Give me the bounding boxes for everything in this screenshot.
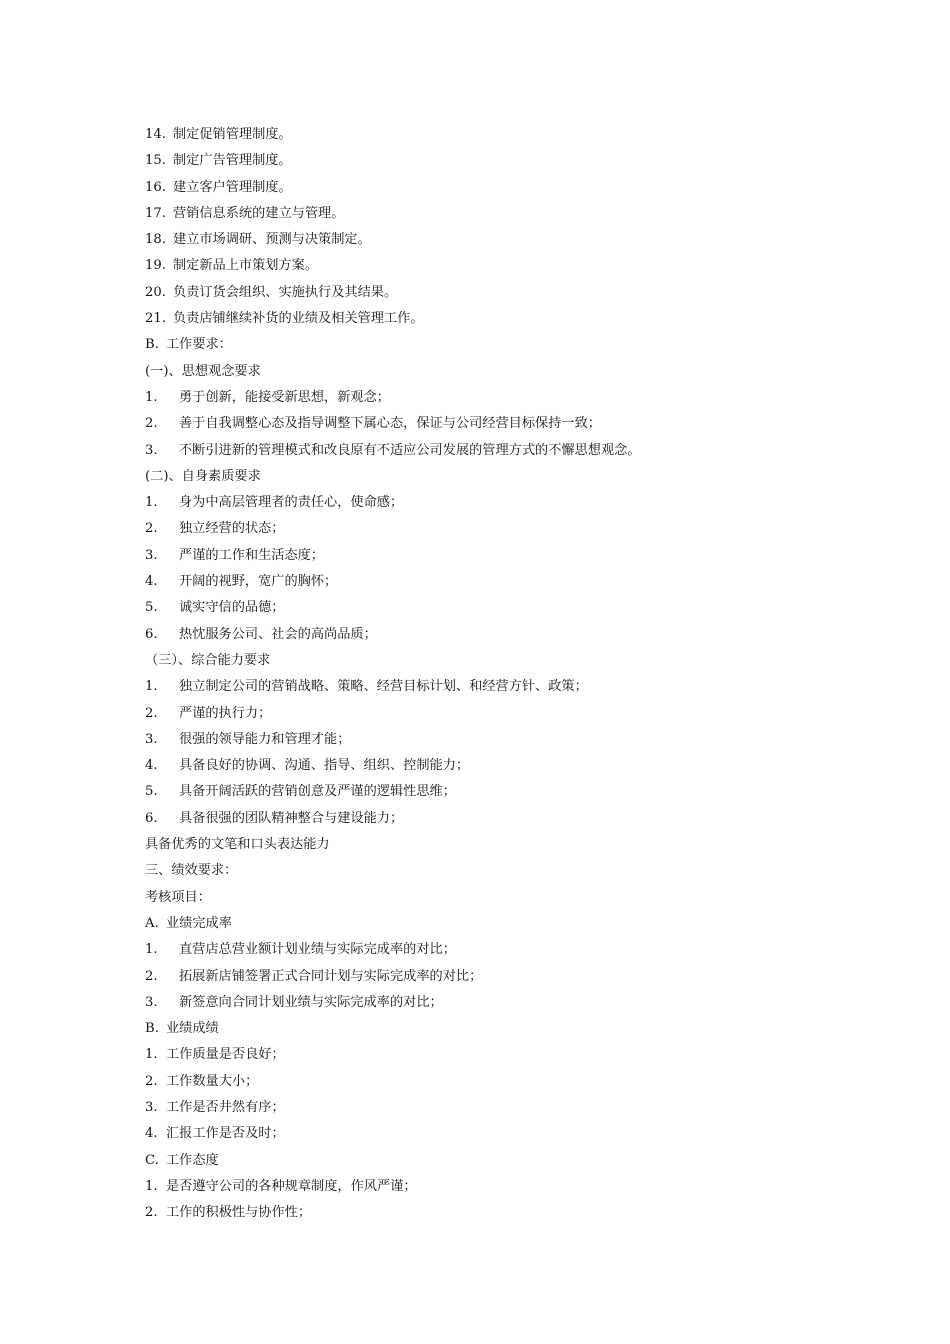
section-heading [145, 1148, 845, 1174]
list-item [145, 806, 845, 832]
item-number: 2. [145, 968, 158, 984]
item-number: 21. [145, 311, 166, 327]
item-number: 6. [145, 810, 158, 826]
item-text: 工作的积极性与协作性； [166, 1205, 312, 1221]
list-item [145, 1200, 845, 1226]
section-letter: B. [145, 337, 159, 353]
item-number: 4. [145, 574, 158, 590]
item-number: 1. [145, 679, 158, 695]
item-text: 独立制定公司的营销战略、策略、经营目标计划、和经营方针、政策； [179, 679, 588, 695]
list-item [145, 753, 845, 779]
item-text: 制定广告管理制度。 [173, 153, 292, 169]
paragraph-text: 考核项目： [145, 889, 211, 905]
document-body [145, 122, 845, 1226]
item-text: 严谨的工作和生活态度； [179, 547, 325, 563]
item-number: 15. [145, 153, 166, 169]
list-item [145, 516, 845, 542]
section-title: 工作态度 [166, 1152, 219, 1168]
paragraph [145, 832, 845, 858]
item-number: 3. [145, 731, 158, 747]
list-item [145, 148, 845, 174]
item-text: 严谨的执行力； [179, 705, 272, 721]
item-number: 4. [145, 1126, 158, 1142]
list-item [145, 280, 845, 306]
item-number: 3. [145, 994, 158, 1010]
list-item [145, 990, 845, 1016]
section-title: 工作要求： [166, 337, 232, 353]
item-text: 善于自我调整心态及指导调整下属心态，保证与公司经营目标保持一致； [179, 416, 601, 432]
section-heading [145, 911, 845, 937]
paragraph-text: 具备优秀的文笔和口头表达能力 [145, 837, 330, 853]
item-number: 1. [145, 495, 158, 511]
list-item [145, 1095, 845, 1121]
section-heading [145, 858, 845, 884]
item-number: 1. [145, 1178, 158, 1194]
item-number: 5. [145, 784, 158, 800]
list-item [145, 937, 845, 963]
section-letter: C. [145, 1152, 159, 1168]
subsection-heading [145, 648, 845, 674]
item-number: 19. [145, 258, 166, 274]
list-item [145, 964, 845, 990]
item-text: 建立客户管理制度。 [173, 179, 292, 195]
item-text: 拓展新店铺签署正式合同计划与实际完成率的对比； [179, 968, 483, 984]
item-number: 4. [145, 758, 158, 774]
list-item [145, 1042, 845, 1068]
item-text: 负责订货会组织、实施执行及其结果。 [173, 284, 398, 300]
item-text: 热忱服务公司、社会的高尚品质； [179, 626, 377, 642]
subsection-heading [145, 359, 845, 385]
item-number: 16. [145, 179, 166, 195]
item-number: 18. [145, 232, 166, 248]
item-number: 2. [145, 1073, 158, 1089]
item-text: 具备开阔活跃的营销创意及严谨的逻辑性思维； [179, 784, 456, 800]
list-item [145, 569, 845, 595]
item-text: 营销信息系统的建立与管理。 [173, 205, 345, 221]
item-text: 工作数量大小； [166, 1073, 259, 1089]
item-text: 具备很强的团队精神整合与建设能力； [179, 810, 404, 826]
item-text: 诚实守信的品德； [179, 600, 285, 616]
list-item [145, 122, 845, 148]
list-item [145, 701, 845, 727]
section-title: 业绩完成率 [166, 915, 232, 931]
list-item [145, 543, 845, 569]
item-number: 1. [145, 1047, 158, 1063]
item-number: 5. [145, 600, 158, 616]
item-number: 3. [145, 547, 158, 563]
item-text: 汇报工作是否及时； [166, 1126, 285, 1142]
list-item [145, 385, 845, 411]
section-title: 业绩成绩 [166, 1021, 219, 1037]
list-item [145, 622, 845, 648]
list-item [145, 1121, 845, 1147]
list-item [145, 175, 845, 201]
item-number: 2. [145, 521, 158, 537]
item-text: 负责店铺继续补货的业绩及相关管理工作。 [173, 311, 424, 327]
list-item [145, 727, 845, 753]
item-text: 是否遵守公司的各种规章制度，作风严谨； [166, 1178, 417, 1194]
item-number: 1. [145, 942, 158, 958]
list-item [145, 438, 845, 464]
item-number: 2. [145, 416, 158, 432]
item-number: 6. [145, 626, 158, 642]
item-text: 新签意向合同计划业绩与实际完成率的对比； [179, 994, 443, 1010]
list-item [145, 201, 845, 227]
item-number: 2. [145, 705, 158, 721]
list-item [145, 306, 845, 332]
item-number: 3. [145, 1099, 158, 1115]
item-text: 具备良好的协调、沟通、指导、组织、控制能力； [179, 758, 470, 774]
item-text: 不断引进新的管理模式和改良原有不适应公司发展的管理方式的不懈思想观念。 [179, 442, 641, 458]
item-text: 建立市场调研、预测与决策制定。 [173, 232, 371, 248]
subsection-title: (一)、思想观念要求 [145, 363, 261, 379]
item-number: 1. [145, 389, 158, 405]
item-number: 14. [145, 127, 166, 142]
item-number: 20. [145, 284, 166, 300]
item-text: 很强的领导能力和管理才能； [179, 731, 351, 747]
item-number: 2. [145, 1205, 158, 1221]
list-item [145, 1174, 845, 1200]
list-item [145, 674, 845, 700]
item-number: 3. [145, 442, 158, 458]
item-text: 身为中高层管理者的责任心，使命感； [179, 495, 404, 511]
item-text: 制定新品上市策划方案。 [173, 258, 319, 274]
list-item [145, 253, 845, 279]
subsection-title: （三）、综合能力要求 [145, 652, 271, 668]
list-item [145, 779, 845, 805]
paragraph [145, 885, 845, 911]
item-number: 17. [145, 205, 166, 221]
list-item [145, 227, 845, 253]
section-letter: B. [145, 1021, 159, 1037]
item-text: 独立经营的状态； [179, 521, 285, 537]
section-title: 三、绩效要求： [145, 863, 238, 879]
item-text: 直营店总营业额计划业绩与实际完成率的对比； [179, 942, 456, 958]
item-text: 工作质量是否良好； [166, 1047, 285, 1063]
list-item [145, 490, 845, 516]
item-text: 制定促销管理制度。 [173, 127, 292, 142]
section-heading [145, 332, 845, 358]
section-letter: A. [145, 915, 159, 931]
item-text: 工作是否井然有序； [166, 1099, 285, 1115]
subsection-title: (二)、自身素质要求 [145, 468, 261, 484]
subsection-heading [145, 464, 845, 490]
list-item [145, 595, 845, 621]
section-heading [145, 1016, 845, 1042]
item-text: 勇于创新，能接受新思想，新观念； [179, 389, 390, 405]
list-item [145, 1069, 845, 1095]
list-item [145, 411, 845, 437]
item-text: 开阔的视野，宽广的胸怀； [179, 574, 338, 590]
